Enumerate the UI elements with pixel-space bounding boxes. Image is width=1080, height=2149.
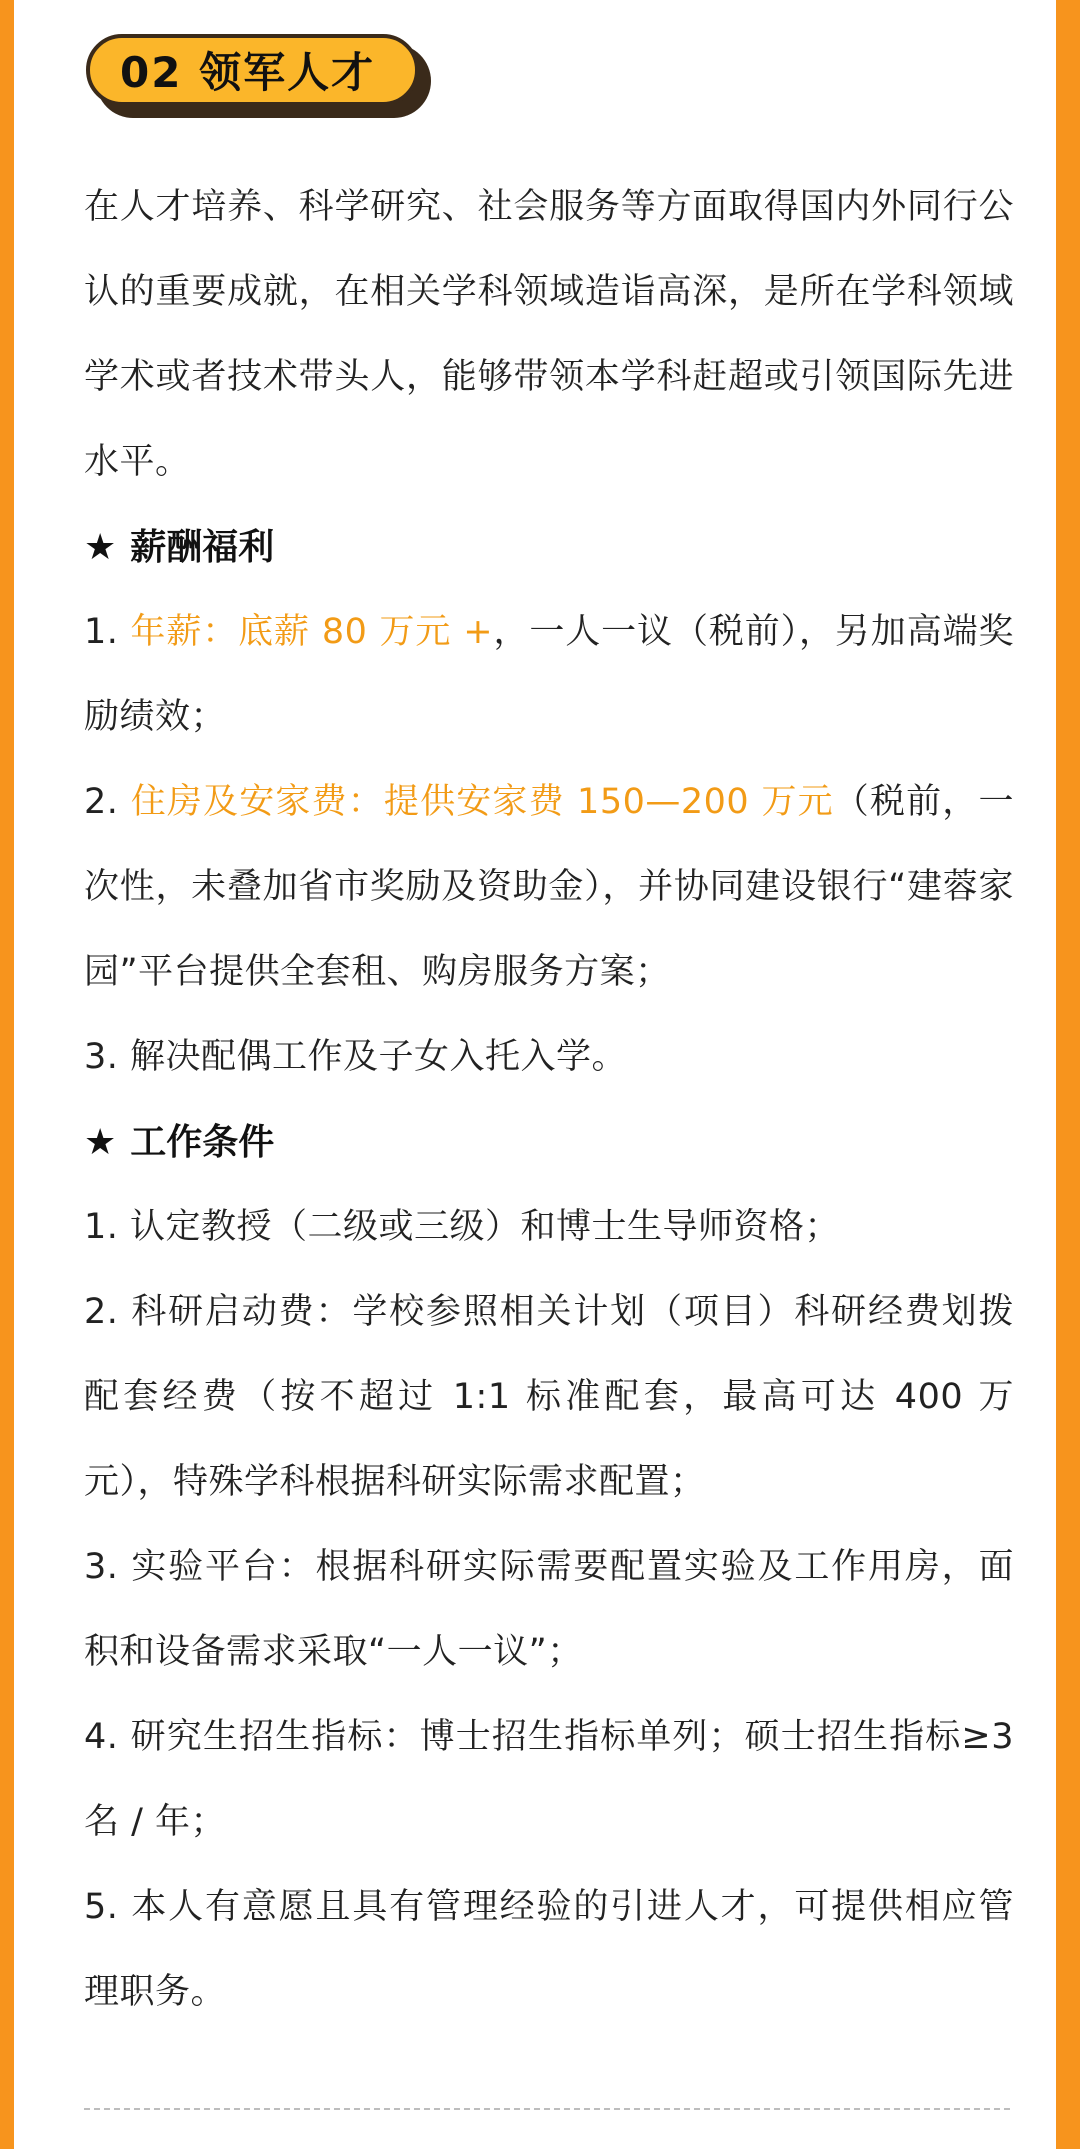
conditions-heading-text: 工作条件 <box>130 1122 275 1163</box>
salary-item-text: （税前，一次性，未叠加省市奖励及资助金），并协同建设银行“建蓉家园”平台提供全套租、购房服务方案； <box>84 782 1014 992</box>
item-number: 3. <box>84 1037 131 1077</box>
section-title: 02 领军人才 <box>86 34 419 106</box>
condition-item-3: 3. 实验平台：根据科研实际需要配置实验及工作用房，面积和设备需求采取“一人一议”； <box>84 1547 1014 1672</box>
item-number: 2. <box>84 782 131 822</box>
salary-heading-text: 薪酬福利 <box>130 527 275 568</box>
condition-item-5: 5. 本人有意愿且具有管理经验的引进人才，可提供相应管理职务。 <box>84 1887 1014 2012</box>
salary-item-1 <box>84 590 1014 760</box>
item-number: 1. <box>84 612 131 652</box>
dashed-divider <box>84 2108 1010 2110</box>
salary-item-text: ，一人一议（税前），另加高端奖励绩效； <box>84 612 1014 737</box>
condition-item-1: 1. 认定教授（二级或三级）和博士生导师资格； <box>84 1207 841 1247</box>
housing-highlight: 住房及安家费：提供安家费 150—200 万元 <box>130 782 834 822</box>
conditions-heading <box>84 1100 1014 1185</box>
salary-item-text: 解决配偶工作及子女入托入学。 <box>130 1037 628 1077</box>
section-badge <box>86 34 431 118</box>
article-body <box>84 165 1014 2035</box>
condition-item-2: 2. 科研启动费：学校参照相关计划（项目）科研经费划拨配套经费（按不超过 1:1 标准配套，最高可达 400 万元），特殊学科根据科研实际需求配置； <box>84 1292 1014 1502</box>
salary-highlight: 年薪：底薪 80 万元 + <box>130 612 494 652</box>
salary-item-2 <box>84 760 1014 1015</box>
intro-paragraph: 在人才培养、科学研究、社会服务等方面取得国内外同行公认的重要成就，在相关学科领域造诣高深，是所在学科领域学术或者技术带头人，能够带领本学科赶超或引领国际先进水平。 <box>84 187 1014 482</box>
star-icon: ★ <box>84 527 117 568</box>
condition-item-4: 4. 研究生招生指标：博士招生指标单列；硕士招生指标≥3 名 / 年； <box>84 1717 1014 1842</box>
star-icon: ★ <box>84 1122 117 1163</box>
salary-heading <box>84 505 1014 590</box>
salary-item-3 <box>84 1015 1014 1100</box>
